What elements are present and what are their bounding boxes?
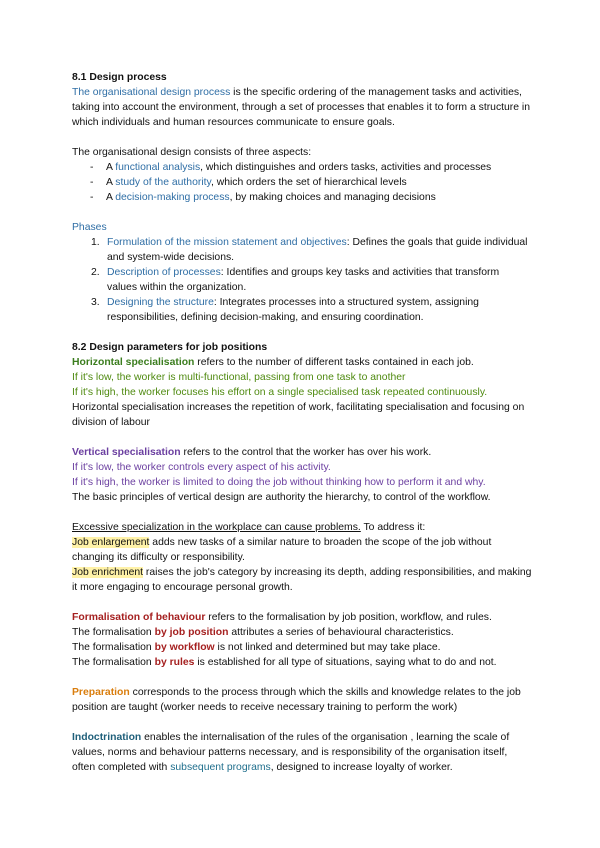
- intro-text: is the specific ordering of the management tasks and activities, taking into account the environment, through a set of processes that enables it to form a structure in which individuals and human resources communicate to ensure goals.: [72, 87, 531, 128]
- indoctrination-text-end: , designed to increase loyalty of worker.: [270, 762, 453, 773]
- vertical-definition: [72, 445, 532, 460]
- section-heading-design-parameters: 8.2 Design parameters for job positions: [72, 342, 268, 353]
- term-horizontal-specialisation: Horizontal specialisation: [72, 357, 195, 368]
- excessive-text: To address it:: [360, 522, 426, 533]
- formalisation-line-text: attributes a series of behavioural characteristics.: [228, 627, 454, 638]
- aspect-text: , which distinguishes and orders tasks, activities and processes: [200, 162, 492, 173]
- aspect-item: [72, 190, 532, 205]
- excessive-specialization: [72, 520, 532, 535]
- phase-item: [72, 265, 532, 295]
- preparation-text: corresponds to the process through which the skills and knowledge relates to the job position are taught (worker needs to receive necessary training to perform the work): [72, 687, 521, 713]
- term-by-job-position: by job position: [154, 627, 229, 638]
- vertical-low: If it's low, the worker controls every aspect of his activity.: [72, 462, 331, 473]
- aspect-prefix: A: [106, 162, 116, 173]
- phase-text: : Defines the goals that guide individual and system-wide decisions.: [107, 237, 528, 263]
- job-enlargement: [72, 535, 532, 565]
- term-decision-making-process: decision-making process: [115, 192, 230, 203]
- formalisation-line: [72, 640, 532, 655]
- phase-item: [72, 235, 532, 265]
- formalisation-line-text: is established for all type of situations, saying what to do and not.: [194, 657, 497, 668]
- job-enrichment-text: raises the job's category by increasing its depth, adding responsibilities, and making it more engaging to encourage personal growth.: [72, 567, 532, 593]
- phases-title: Phases: [72, 222, 107, 233]
- indoctrination-definition: [72, 730, 532, 775]
- term-job-enlargement: Job enlargement: [72, 537, 150, 548]
- indoctrination-text: enables the internalisation of the rules of the organisation , learning the scale of values, norms and behaviour patterns necessary, and is responsibility of the organisation itself, often completed with: [72, 732, 510, 773]
- formalisation-line: [72, 625, 532, 640]
- term-formalisation-of-behaviour: Formalisation of behaviour: [72, 612, 206, 623]
- phase-number: 3.: [91, 297, 100, 308]
- term-indoctrination: Indoctrination: [72, 732, 142, 743]
- term-subsequent-programs: subsequent programs: [170, 762, 271, 773]
- formalisation-prefix: The formalisation: [72, 657, 155, 668]
- aspects-intro: The organisational design consists of three aspects:: [72, 147, 312, 158]
- term-description-of-processes: Description of processes: [107, 267, 221, 278]
- aspect-prefix: A: [106, 177, 116, 188]
- formalisation-prefix: The formalisation: [72, 627, 155, 638]
- phase-text: : Identifies and groups key tasks and activities that transform values within the organization.: [107, 267, 500, 293]
- formalisation-text: refers to the formalisation by job position, workflow, and rules.: [205, 612, 492, 623]
- term-vertical-specialisation: Vertical specialisation: [72, 447, 181, 458]
- aspect-prefix: A: [106, 192, 116, 203]
- horizontal-definition: [72, 355, 532, 370]
- preparation-definition: [72, 685, 532, 715]
- horizontal-note: Horizontal specialisation increases the repetition of work, facilitating specialisation and focusing on division of labour: [72, 402, 525, 428]
- term-by-workflow: by workflow: [154, 642, 215, 653]
- phase-number: 2.: [91, 267, 100, 278]
- term-organisational-design-process: The organisational design process: [72, 87, 231, 98]
- formalisation-line-text: is not linked and determined but may take place.: [214, 642, 441, 653]
- horizontal-low: If it's low, the worker is multi-functional, passing from one task to another: [72, 372, 406, 383]
- aspect-item: [72, 175, 532, 190]
- term-designing-the-structure: Designing the structure: [107, 297, 214, 308]
- job-enrichment: [72, 565, 532, 595]
- term-preparation: Preparation: [72, 687, 130, 698]
- formalisation-definition: [72, 610, 532, 625]
- term-functional-analysis: functional analysis: [115, 162, 201, 173]
- vertical-note: The basic principles of vertical design are authority the hierarchy, to control of the workflow.: [72, 492, 491, 503]
- term-by-rules: by rules: [154, 657, 195, 668]
- horizontal-high: If it's high, the worker focuses his effort on a single specialised task repeated continuously.: [72, 387, 488, 398]
- vertical-high: If it's high, the worker is limited to doing the job without thinking how to perform it and why.: [72, 477, 486, 488]
- vertical-text: refers to the control that the worker has over his work.: [180, 447, 432, 458]
- section-heading-design-process: 8.1 Design process: [72, 72, 167, 83]
- formalisation-line: [72, 655, 532, 670]
- term-study-of-authority: study of the authority: [115, 177, 211, 188]
- phase-item: [72, 295, 532, 325]
- term-job-enrichment: Job enrichment: [72, 567, 144, 578]
- design-process-intro: [72, 85, 532, 130]
- aspect-text: , which orders the set of hierarchical levels: [210, 177, 407, 188]
- document-body: [72, 70, 532, 775]
- term-mission-statement: Formulation of the mission statement and objectives: [107, 237, 347, 248]
- horizontal-text: refers to the number of different tasks contained in each job.: [194, 357, 474, 368]
- formalisation-prefix: The formalisation: [72, 642, 155, 653]
- aspect-item: [72, 160, 532, 175]
- aspect-text: , by making choices and managing decisions: [229, 192, 436, 203]
- phase-number: 1.: [91, 237, 100, 248]
- phase-text: : Integrates processes into a structured system, assigning responsibilities, defining decision-making, and ensuring coordination.: [107, 297, 479, 323]
- excessive-specialization-underlined: Excessive specialization in the workplace can cause problems.: [72, 522, 361, 533]
- job-enlargement-text: adds new tasks of a similar nature to broaden the scope of the job without changing its difficulty or responsibility.: [72, 537, 492, 563]
